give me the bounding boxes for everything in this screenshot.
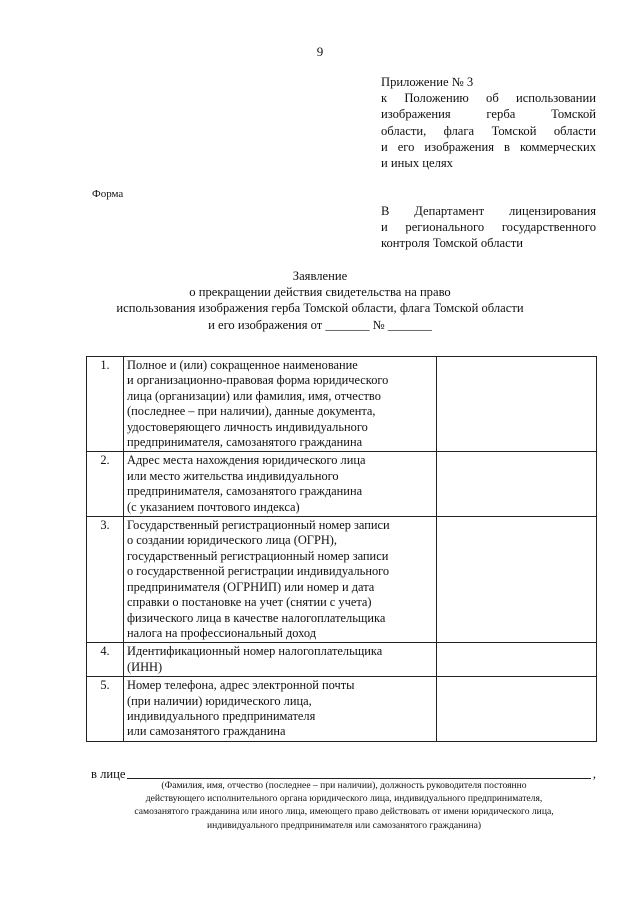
row-line: предпринимателя, самозанятого гражданина	[127, 484, 363, 499]
row-number: 2.	[87, 452, 124, 517]
title-line: и его изображения от _______ № _______	[208, 317, 432, 332]
appendix-header	[381, 74, 596, 171]
row-value-field[interactable]	[437, 677, 597, 742]
row-number: 5.	[87, 677, 124, 742]
title-line: использования изображения герба Томской области, флага Томской области	[116, 301, 524, 316]
row-number: 1.	[87, 357, 124, 452]
row-description	[124, 517, 437, 643]
appendix-line: области, флага Томской области	[381, 123, 596, 138]
row-line: предпринимателя (ОГРНИП) или номер и дата	[127, 579, 375, 594]
row-line: государственный регистрационный номер записи	[127, 548, 389, 563]
row-line: налога на профессиональный доход	[127, 625, 317, 640]
table-row	[87, 643, 597, 677]
addressee-line: и регионального государственного	[381, 220, 596, 235]
table-row	[87, 357, 597, 452]
row-line: Адрес места нахождения юридического лица	[127, 453, 366, 468]
addressee	[381, 203, 596, 252]
appendix-line: и иных целях	[381, 156, 453, 171]
row-line: Полное и (или) сокращенное наименование	[127, 358, 358, 372]
in-person-note	[92, 779, 596, 832]
row-description	[124, 643, 437, 677]
row-value-field[interactable]	[437, 452, 597, 517]
title-line: о прекращении действия свидетельства на право	[189, 285, 451, 300]
appendix-line: Приложение № 3	[381, 75, 474, 89]
row-number: 4.	[87, 643, 124, 677]
document-title	[60, 268, 580, 333]
title-line: Заявление	[292, 269, 348, 283]
row-description	[124, 452, 437, 517]
addressee-line: В Департамент лицензирования	[381, 204, 596, 218]
row-line: (ИНН)	[127, 659, 163, 674]
appendix-line: изображения герба Томской	[381, 107, 596, 122]
row-line: (последнее – при наличии), данные документа,	[127, 404, 376, 419]
row-line: о создании юридического лица (ОГРН),	[127, 533, 338, 548]
in-person-end: ,	[592, 767, 596, 781]
table-row	[87, 677, 597, 742]
row-line: предпринимателя, самозанятого гражданина	[127, 435, 363, 450]
row-description	[124, 677, 437, 742]
row-line: удостоверяющего личность индивидуального	[127, 419, 368, 434]
table-row	[87, 517, 597, 643]
row-line: лица (организации) или фамилия, имя, отчество	[127, 388, 381, 403]
row-number: 3.	[87, 517, 124, 643]
row-line: или самозанятого гражданина	[127, 724, 286, 739]
row-line: или место жительства индивидуального	[127, 468, 339, 483]
row-line: физического лица в качестве налогоплательщика	[127, 610, 386, 625]
in-person-label: в лице	[91, 767, 126, 781]
page-number: 9	[316, 44, 324, 59]
row-line: (с указанием почтового индекса)	[127, 499, 300, 514]
row-line: (при наличии) юридического лица,	[127, 693, 312, 708]
row-line: справки о постановке на учет (снятии с учета)	[127, 595, 372, 610]
application-table	[86, 356, 597, 742]
form-label: Форма	[92, 188, 124, 200]
row-line: Идентификационный номер налогоплательщика	[127, 644, 383, 659]
appendix-line: и его изображения в коммерческих	[381, 139, 596, 154]
row-value-field[interactable]	[437, 357, 597, 452]
row-line: Государственный регистрационный номер записи	[127, 518, 390, 533]
appendix-line: к Положению об использовании	[381, 91, 596, 106]
note-line: самозанятого гражданина или иного лица, имеющего право действовать от имени юридического лица,	[134, 806, 554, 818]
in-person-field[interactable]	[127, 767, 590, 779]
row-line: индивидуального предпринимателя	[127, 708, 316, 723]
row-line: Номер телефона, адрес электронной почты	[127, 678, 355, 693]
row-value-field[interactable]	[437, 517, 597, 643]
row-description	[124, 357, 437, 452]
note-line: индивидуального предпринимателя или самозанятого гражданина)	[206, 819, 482, 831]
note-line: действующего исполнительного органа юридического лица, индивидуального предпринимателя,	[145, 793, 543, 805]
row-line: и организационно-правовая форма юридического	[127, 373, 389, 388]
row-value-field[interactable]	[437, 643, 597, 677]
row-line: о государственной регистрации индивидуального	[127, 564, 390, 579]
table-row	[87, 452, 597, 517]
note-line: (Фамилия, имя, отчество (последнее – при наличии), должность руководителя постоянно	[161, 780, 527, 791]
addressee-line: контроля Томской области	[381, 236, 523, 251]
